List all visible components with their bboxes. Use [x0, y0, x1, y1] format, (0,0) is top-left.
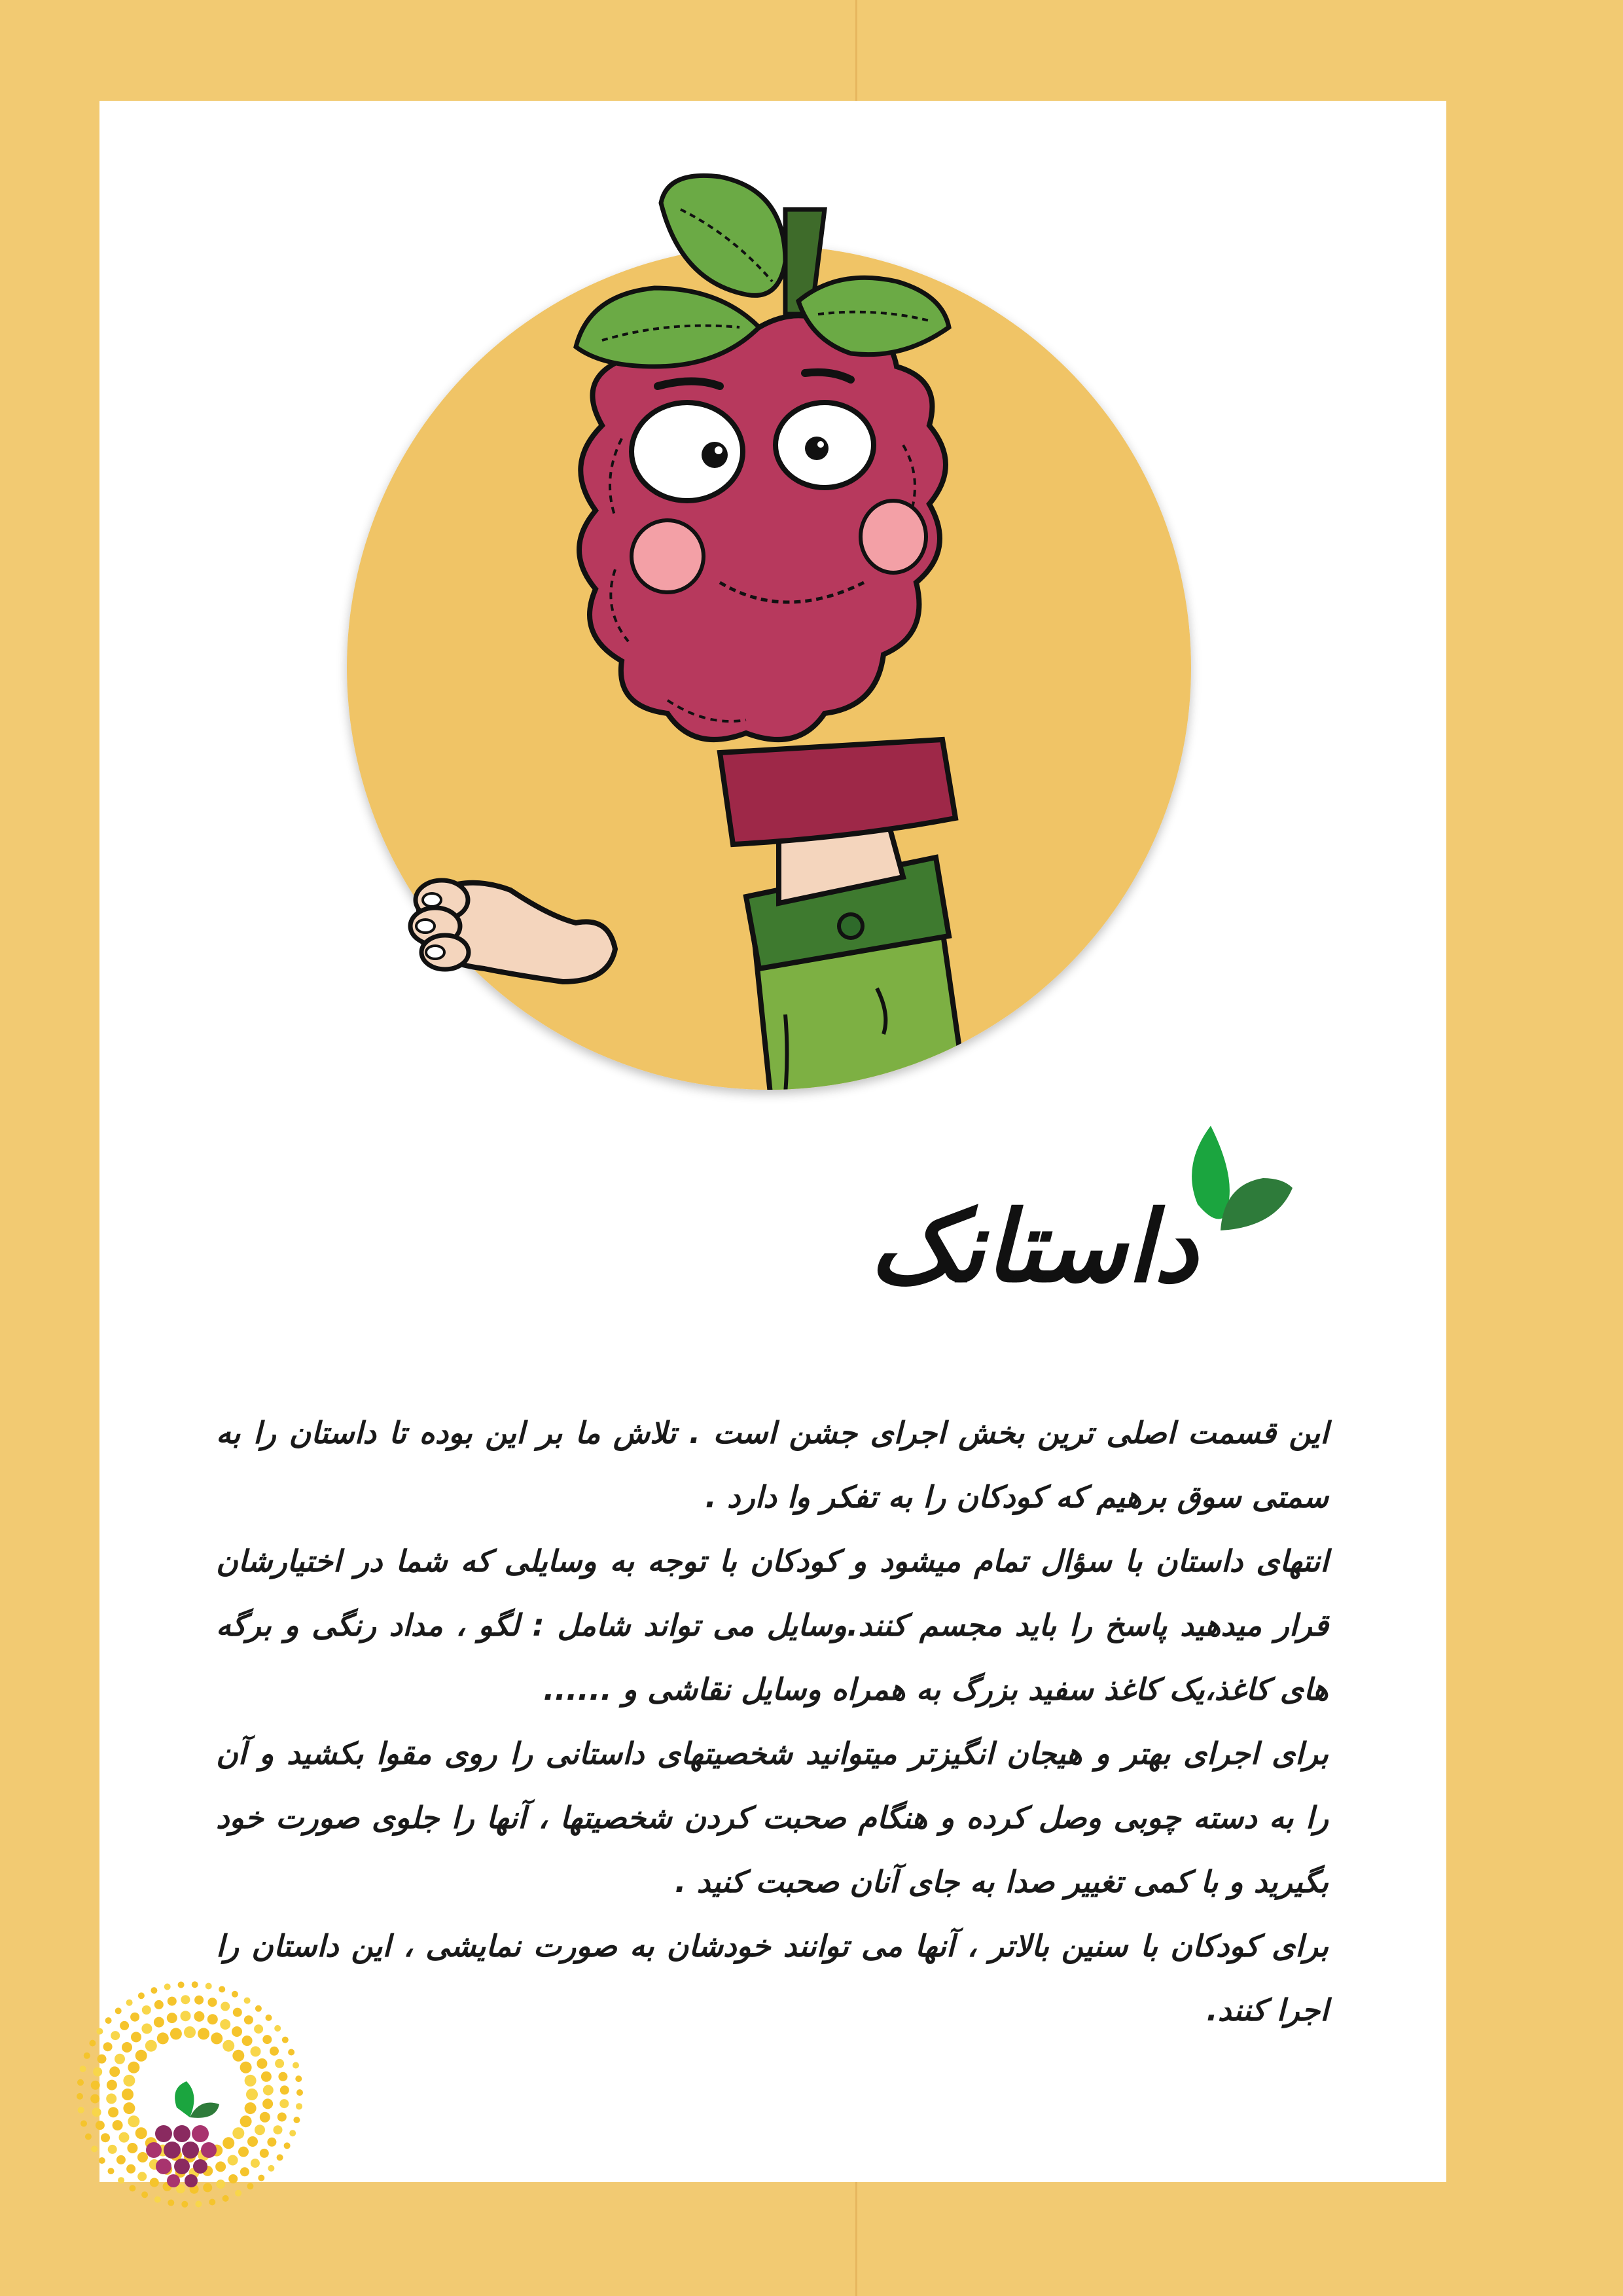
- logo-sun-dot: [195, 2201, 202, 2208]
- logo-sun-dot: [275, 2059, 284, 2068]
- logo-sun-dot: [251, 2046, 261, 2056]
- logo-sun-dot: [108, 2168, 115, 2174]
- logo-sun-dot: [293, 2062, 299, 2069]
- logo-sun-dot: [184, 2026, 196, 2038]
- logo-sun-dot: [105, 2017, 112, 2024]
- grape-sun-logo-icon: [72, 1977, 308, 2212]
- logo-sun-dot: [126, 2000, 133, 2006]
- section-title-block: [869, 1126, 1296, 1322]
- logo-sun-dot: [257, 2058, 267, 2069]
- logo-sun-dot: [247, 2136, 258, 2147]
- logo-sun-dot: [151, 1987, 157, 1994]
- logo-sun-dot: [255, 2005, 262, 2012]
- logo-sun-dot: [261, 2072, 272, 2082]
- logo-sun-dot: [123, 2102, 135, 2114]
- logo-sun-dot: [207, 2014, 218, 2024]
- logo-sun-dot: [91, 2145, 98, 2152]
- logo-sun-dot: [99, 2157, 105, 2164]
- logo-sun-dot: [219, 1986, 225, 1992]
- logo-sun-dot: [77, 2079, 84, 2086]
- right-cheek: [861, 501, 926, 573]
- logo-sun-dot: [123, 2075, 135, 2087]
- logo-sun-dot: [90, 2094, 99, 2104]
- logo-sun-dot: [258, 2175, 264, 2181]
- story-body: [216, 1401, 1329, 2042]
- logo-sun-dot: [280, 2085, 289, 2094]
- logo-sun-dot: [122, 2042, 132, 2053]
- logo-sun-dot: [198, 2028, 209, 2039]
- logo-sun-dot: [168, 1997, 177, 2006]
- logo-sun-dot: [246, 2089, 258, 2100]
- logo-sun-dot: [122, 2089, 134, 2100]
- logo-sun-dot: [93, 2068, 102, 2077]
- logo-sun-dot: [101, 2133, 110, 2142]
- logo-sun-dot: [244, 1998, 251, 2004]
- logo-sun-dot: [154, 2197, 161, 2203]
- logo-sun-dot: [141, 2024, 152, 2034]
- logo-sun-dot: [77, 2093, 83, 2100]
- logo-sun-dot: [181, 2011, 191, 2021]
- logo-sun-dot: [288, 2049, 294, 2056]
- logo-sun-dot: [107, 2080, 117, 2090]
- logo-sun-dot: [295, 2075, 302, 2082]
- logo-sun-dot: [242, 2036, 253, 2046]
- logo-sun-dot: [274, 2025, 281, 2032]
- logo-sun-dot: [240, 2167, 249, 2176]
- logo-sun-dot: [223, 2137, 234, 2149]
- logo-sun-dot: [223, 2195, 229, 2202]
- logo-sun-dot: [170, 2028, 182, 2039]
- logo-sun-dot: [138, 1992, 145, 1999]
- logo-sun-dot: [167, 2013, 177, 2023]
- paragraph-2: انتهای داستان با سؤال تمام میشود و کودکان با توجه به وسایلی که شما در اختیارشان قرار میدهید پاسخ را باید مجسم کنند.وسایل می تواند شامل : لگو ، مداد رنگی و برگه های کاغذ،یک کاغذ سفید بزرگ به همراه وسایل نقاشی و ......: [216, 1543, 1329, 1707]
- logo-sun-dot: [150, 2178, 159, 2187]
- logo-sun-dot: [98, 2054, 107, 2064]
- logo-sun-dot: [108, 2145, 117, 2154]
- logo-sun-dot: [274, 2125, 283, 2134]
- logo-sun-dot: [181, 2201, 188, 2208]
- logo-sun-dot: [111, 2031, 120, 2040]
- logo-sun-dot: [266, 2015, 272, 2021]
- logo-sun-dot: [211, 2032, 223, 2044]
- logo-sun-dot: [157, 2032, 169, 2044]
- logo-sun-dot: [126, 2164, 135, 2174]
- logo-sun-dot: [203, 2183, 212, 2192]
- logo-sun-dot: [232, 2127, 244, 2139]
- logo-sun-dot: [282, 2037, 289, 2043]
- logo-sun-dot: [245, 2102, 257, 2114]
- logo-sun-dot: [240, 2115, 252, 2127]
- logo-sun-dot: [284, 2142, 291, 2149]
- logo-sun-dot: [178, 1982, 185, 1988]
- logo-sun-dot: [245, 2075, 257, 2087]
- logo-sun-dot: [209, 2199, 215, 2206]
- logo-sun-dot: [228, 2174, 238, 2183]
- logo-sun-dot: [254, 2024, 263, 2034]
- logo-sun-dot: [194, 2011, 204, 2022]
- logo-sun-dot: [135, 2127, 147, 2139]
- logo-sun-dot: [262, 2098, 273, 2109]
- logo-leaf: [175, 2081, 219, 2118]
- logo-sun-dot: [154, 2017, 164, 2028]
- logo-sun-dot: [192, 1981, 198, 1988]
- cuff-button: [839, 914, 863, 938]
- logo-sun-dot: [137, 2172, 147, 2181]
- section-title: داستانک: [869, 1189, 1198, 1304]
- logo-sun-dot: [141, 2191, 148, 2198]
- logo-sun-dot: [131, 2032, 141, 2042]
- logo-sun-dot: [233, 2008, 242, 2017]
- logo-sun-dot: [232, 1991, 238, 1998]
- logo-sun-dot: [260, 2112, 270, 2123]
- logo-sun-dot: [116, 2155, 126, 2164]
- logo-sun-dot: [92, 2108, 101, 2117]
- logo-sun-dot: [128, 2115, 139, 2127]
- logo-sun-dot: [89, 2040, 96, 2047]
- logo-sun-dot: [115, 2054, 125, 2064]
- paragraph-4: برای کودکان با سنین بالاتر ، آنها می توانند خودشان به صورت نمایشی ، این داستان را اجرا کنند.: [216, 1928, 1329, 2028]
- logo-sun-dot: [244, 2015, 253, 2024]
- logo-sun-dot: [109, 2066, 120, 2077]
- logo-sun-dot: [293, 2117, 300, 2123]
- logo-sun-dot: [247, 2183, 253, 2189]
- logo-sun-dot: [128, 2062, 139, 2073]
- logo-sun-dot: [168, 2200, 174, 2206]
- logo-sun-dot: [240, 2062, 252, 2073]
- logo-sun-dot: [238, 2147, 249, 2157]
- logo-sun-dot: [142, 2005, 151, 2015]
- logo-sun-dot: [278, 2072, 287, 2081]
- logo-sun-dot: [119, 2132, 130, 2143]
- logo-sun-dot: [85, 2134, 92, 2140]
- logo-sun-dot: [205, 1983, 212, 1990]
- raspberry-puppet-illustration: [327, 164, 1243, 1113]
- logo-sun-dot: [137, 2152, 148, 2162]
- logo-sun-dot: [208, 1998, 217, 2007]
- logo-sun-dot: [108, 2107, 118, 2117]
- logo-sun-dot: [223, 2040, 234, 2052]
- logo-sun-dot: [130, 2013, 139, 2022]
- logo-sun-dot: [270, 2047, 279, 2056]
- logo-sun-dot: [106, 2094, 116, 2104]
- logo-sun-dot: [235, 2190, 241, 2197]
- logo-sun-dot: [127, 2143, 137, 2153]
- paragraph-1: این قسمت اصلی ترین بخش اجرای جشن است . تلاش ما بر این بوده تا داستان را به سمتی سوق برهیم که کودکان را به تفکر وا دارد .: [216, 1415, 1329, 1515]
- paragraph-3: برای اجرای بهتر و هیجان انگیزتر میتوانید شخصیتهای داستانی را روی مقوا بکشید و آن را به دسته چوبی وصل کرده و هنگام صحبت کردن شخصیتها ، آنها را جلوی صورت خود بگیرید و با کمی تغییر صدا به جای آنان صحبت کنید .: [216, 1736, 1329, 1899]
- logo-sun-dot: [296, 2089, 303, 2096]
- logo-sun-dot: [268, 2165, 274, 2172]
- logo-sun-dot: [260, 2149, 269, 2158]
- logo-sun-dot: [115, 2007, 122, 2014]
- logo-sun-dot: [277, 2154, 283, 2161]
- logo-sun-dot: [135, 2050, 147, 2062]
- logo-sun-dot: [145, 2040, 157, 2052]
- logo-sun-dot: [267, 2138, 276, 2147]
- logo-sun-dot: [120, 2021, 129, 2030]
- logo-sun-dot: [262, 2035, 272, 2044]
- logo-sun-dot: [154, 2000, 164, 2009]
- logo-sun-dot: [80, 2121, 87, 2127]
- logo-sun-dot: [221, 2002, 230, 2011]
- logo-sun-dot: [279, 2099, 289, 2108]
- leaves-icon: [1185, 1126, 1296, 1237]
- logo-sun-dot: [251, 2159, 260, 2168]
- logo-sun-dot: [80, 2066, 86, 2072]
- logo-sun-dot: [232, 2050, 244, 2062]
- logo-sun-dot: [194, 1996, 204, 2005]
- logo-sun-dot: [220, 2019, 230, 2030]
- logo-sun-dot: [228, 2155, 238, 2166]
- logo-sun-dot: [78, 2107, 84, 2113]
- logo-sun-dot: [91, 2081, 100, 2090]
- logo-sun-dot: [255, 2125, 265, 2135]
- logo-sun-dot: [277, 2113, 287, 2122]
- logo-sun-dot: [232, 2026, 242, 2037]
- logo-sun-dot: [289, 2130, 296, 2136]
- logo-sun-dot: [96, 2028, 103, 2035]
- logo-sun-dot: [296, 2103, 302, 2109]
- logo-sun-dot: [216, 2179, 225, 2189]
- logo-sun-dot: [118, 2177, 124, 2183]
- logo-sun-dot: [96, 2121, 105, 2130]
- logo-sun-dot: [164, 1984, 171, 1990]
- logo-sun-dot: [129, 2185, 135, 2191]
- logo-sun-dot: [113, 2120, 123, 2130]
- logo-sun-dot: [84, 2053, 90, 2059]
- logo-sun-dot: [263, 2085, 274, 2096]
- logo-sun-dot: [215, 2161, 226, 2172]
- logo-sun-dot: [103, 2042, 113, 2051]
- logo-sun-dot: [181, 1995, 190, 2004]
- left-cheek: [632, 520, 704, 592]
